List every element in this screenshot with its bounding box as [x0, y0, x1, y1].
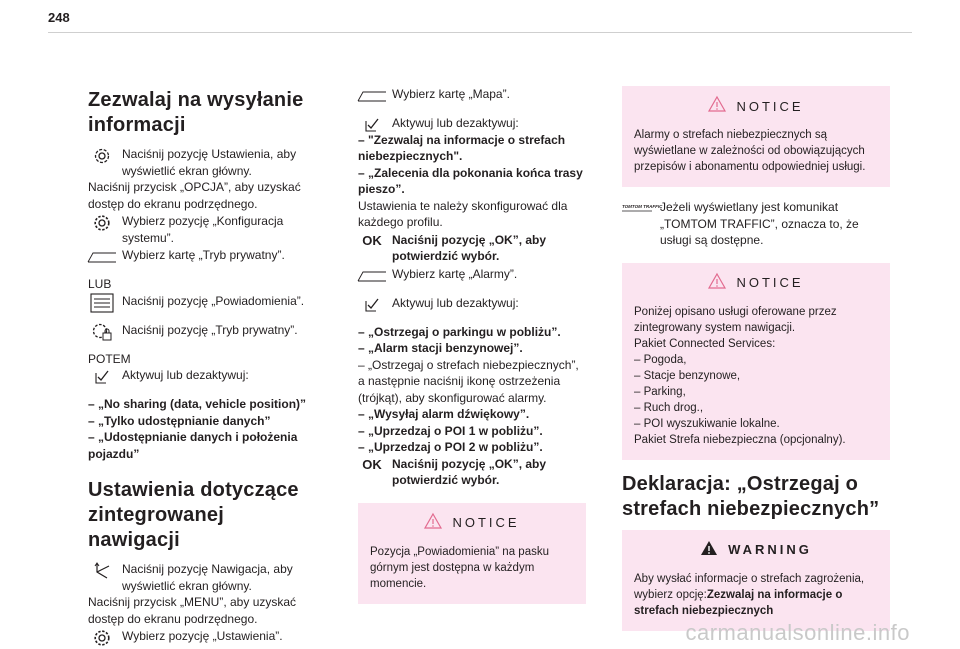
- checkbox-icon: [88, 369, 116, 385]
- navigation-arrow-icon: [88, 563, 116, 579]
- warning-title: WARNING: [728, 542, 812, 557]
- section-title-navigation-settings: Ustawienia dotyczące zintegrowanej nawigacji: [88, 479, 299, 551]
- list-item: – „Tylko udostępnianie danych”: [88, 413, 271, 428]
- gear-icon: [88, 215, 116, 231]
- notice-title: NOTICE: [736, 275, 804, 290]
- step-notifications: Naciśnij pozycję „Powiadomienia”.: [88, 293, 316, 313]
- step-ok-confirm: OK Naciśnij pozycję „OK”, aby potwierdzić wybór.: [358, 232, 586, 265]
- step-map-tab: Wybierz kartę „Mapa”.: [358, 86, 586, 106]
- step-privacy-tab: Wybierz kartę „Tryb prywatny”.: [88, 247, 316, 267]
- step-activate-alarms: Aktywuj lub dezaktywuj:: [358, 295, 586, 315]
- warning-box: [622, 530, 890, 631]
- section-title-send-info: Zezwalaj na wysyłanie informacji: [88, 89, 304, 136]
- notice-line: – Ruch drog.,: [634, 401, 704, 414]
- watermark: carmanualsonline.info: [685, 619, 910, 645]
- list-item: – „Udostępnianie danych i położenia pojazdu”: [88, 430, 298, 461]
- warning-triangle-icon: [708, 96, 726, 117]
- notice-line: – POI wyszukiwanie lokalne.: [634, 417, 780, 430]
- list-item: – „No sharing (data, vehicle position)”: [88, 397, 307, 411]
- warning-text: Aby wysłać informacje o strefach zagrożenia, wybierz opcję:Zezwalaj na informacje o strefach niebezpiecznych: [634, 572, 865, 617]
- notice-text: Pozycja „Powiadomienia” na pasku górnym jest dostępna w każdym momencie.: [370, 545, 549, 590]
- checkbox-icon: [358, 117, 386, 133]
- column-2: [358, 86, 586, 616]
- warning-triangle-icon: [700, 540, 718, 561]
- notice-box: [622, 263, 890, 460]
- step-alarms-tab: Wybierz kartę „Alarmy”.: [358, 266, 586, 286]
- notice-line: – Stacje benzynowe,: [634, 369, 741, 382]
- list-item: – „Uprzedzaj o POI 1 w pobliżu”.: [358, 423, 543, 438]
- header-divider: [48, 32, 912, 33]
- notice-line: Pakiet Connected Services:: [634, 337, 776, 350]
- warning-triangle-icon: [708, 273, 726, 294]
- svg-text:TOMTOM TRAFFIC: TOMTOM TRAFFIC: [622, 204, 663, 209]
- step-privacy-mode: Naciśnij pozycję „Tryb prywatny”.: [88, 322, 316, 342]
- notice-text: Alarmy o strefach niebezpiecznych są wyświetlane w zależności od obowiązujących przepisów i abonamentu odpowiedniej usługi.: [634, 129, 866, 173]
- step-activate-danger: Aktywuj lub dezaktywuj: – "Zezwalaj na informacje o strefach niebezpiecznych". – „Zalecenia dla pokonania końca trasy pieszo”. Ustawienia te należy skonfigurować dla każdego profilu.: [358, 116, 583, 229]
- gear-icon: [88, 630, 116, 646]
- or-label: LUB: [88, 277, 112, 291]
- list-item: – „Wysyłaj alarm dźwiękowy”.: [358, 407, 530, 421]
- notice-title: NOTICE: [452, 515, 520, 530]
- step-nav-settings: Wybierz pozycję „Ustawienia”.: [88, 628, 316, 648]
- list-item: – „Alarm stacji benzynowej”.: [358, 341, 523, 355]
- list-icon: [88, 295, 116, 311]
- warning-triangle-icon: [424, 513, 442, 534]
- checkbox-icon: [358, 297, 386, 313]
- step-settings: Naciśnij pozycję Ustawienia, aby wyświetlić ekran główny. Naciśnij przycisk „OPCJA”, aby uzyskać dostęp do ekranu podrzędnego.: [88, 147, 301, 211]
- notice-line: Poniżej opisano usługi oferowane przez zintegrowany system nawigacji.: [634, 305, 837, 334]
- list-item: – „Uprzedzaj o POI 2 w pobliżu”.: [358, 440, 543, 454]
- section-title-declaration: Deklaracja: „Ostrzegaj o strefach niebezpiecznych”: [622, 472, 880, 520]
- notice-box: [622, 86, 890, 187]
- column-1: [88, 78, 316, 649]
- column-3: [622, 74, 890, 631]
- list-item: – „Ostrzegaj o parkingu w pobliżu”.: [358, 324, 561, 339]
- notice-line: Pakiet Strefa niebezpieczna (opcjonalny).: [634, 433, 846, 446]
- notice-line: – Parking,: [634, 385, 686, 398]
- step-activate: Aktywuj lub dezaktywuj:: [88, 367, 316, 387]
- notice-box: [358, 503, 586, 604]
- tab-icon: [88, 249, 116, 265]
- tomtom-traffic-icon: [622, 201, 663, 217]
- then-label: POTEM: [88, 351, 131, 366]
- step-system-config: Wybierz pozycję „Konfiguracja systemu”.: [88, 213, 316, 246]
- tab-icon: [358, 88, 386, 104]
- ok-icon: OK: [362, 233, 382, 249]
- tomtom-info: TOMTOM TRAFFIC Jeżeli wyświetlany jest komunikat „TOMTOM TRAFFIC”, oznacza to, że usługi są dostępne.: [622, 200, 859, 247]
- step-navigation: Naciśnij pozycję Nawigacja, aby wyświetlić ekran główny. Naciśnij przycisk „MENU”, aby uzyskać dostęp do ekranu podrzędnego.: [88, 562, 297, 626]
- list-item: – „Ostrzegaj o strefach niebezpiecznych”, a następnie naciśnij ikonę ostrzeżenia (trójkąt), aby skonfigurować alarmy.: [358, 357, 579, 405]
- tab-icon: [358, 268, 386, 284]
- notice-title: NOTICE: [736, 98, 804, 114]
- step-ok-confirm-2: OK Naciśnij pozycję „OK”, aby potwierdzić wybór.: [358, 456, 586, 489]
- privacy-gear-icon: [88, 324, 116, 340]
- notice-line: – Pogoda,: [634, 353, 687, 366]
- page-number: 248: [48, 10, 70, 25]
- ok-icon: OK: [362, 457, 382, 473]
- gear-icon: [88, 148, 116, 164]
